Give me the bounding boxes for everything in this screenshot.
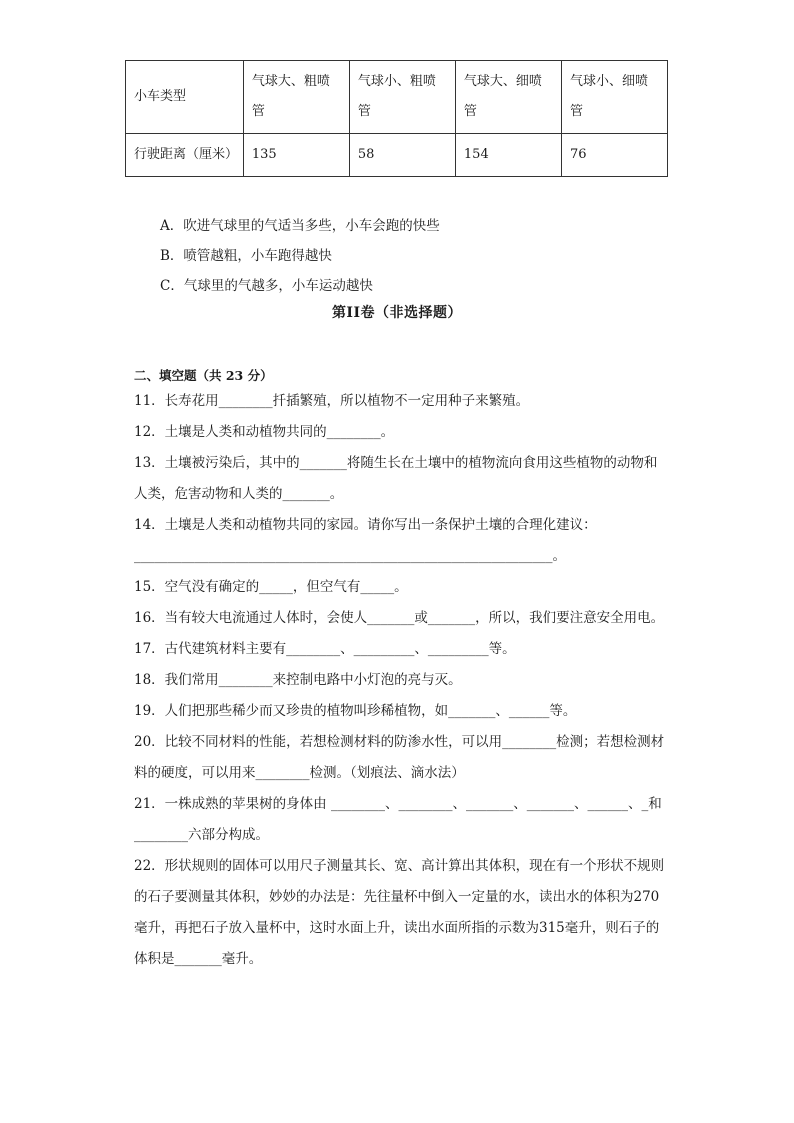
experiment-table (125, 60, 668, 177)
table-cell: 行驶距离（厘米） (126, 134, 244, 177)
answer-options (160, 213, 440, 303)
table-cell: 135 (243, 134, 349, 177)
table-row (126, 61, 668, 134)
table-cell: 58 (349, 134, 455, 177)
question-19: 19．人们把那些稀少而又珍贵的植物叫珍稀植物，如_______、______等。 (134, 703, 577, 719)
question-21: 21．一株成熟的苹果树的身体由 ________、________、_______、_______、______、_和________六部分构成。 (134, 796, 662, 843)
table-cell: 76 (561, 134, 667, 177)
question-17: 17．古代建筑材料主要有________、_________、_________等。 (134, 641, 516, 657)
question-13: 13．土壤被污染后，其中的_______将随生长在土壤中的植物流向食用这些植物的动物和人类，危害动物和人类的_______。 (134, 455, 658, 502)
table-cell: 小车类型 (126, 61, 244, 134)
option-c: C．气球里的气越多，小车运动越快 (160, 278, 373, 294)
section-title: 第II卷（非选择题） (331, 305, 463, 321)
question-18: 18．我们常用________来控制电路中小灯泡的亮与灭。 (134, 672, 462, 688)
option-b: B．喷管越粗，小车跑得越快 (160, 248, 332, 264)
section-heading: 二、填空题（共 23 分） (134, 368, 273, 383)
question-22: 22．形状规则的固体可以用尺子测量其长、宽、高计算出其体积，现在有一个形状不规则的石子要测量其体积，妙妙的办法是：先往量杯中倒入一定量的水，读出水的体积为270毫升，再把石子放入量杯中，这时水面上升，读出水面所指的示数为315毫升，则石子的体积是_______毫升。 (134, 858, 665, 967)
table-cell: 气球大、细喷管 (455, 61, 561, 134)
question-12: 12．土壤是人类和动植物共同的________。 (134, 424, 395, 440)
table-row (126, 134, 668, 177)
question-20: 20．比较不同材料的性能，若想检测材料的防渗水性，可以用________检测；若想检测材料的硬度，可以用来________检测。（划痕法、滴水法） (134, 734, 665, 781)
table-cell: 气球小、粗喷管 (349, 61, 455, 134)
question-14: 14．土壤是人类和动植物共同的家园。请你写出一条保护土壤的合理化建议：______________________________________________________________。 (134, 517, 597, 564)
question-15: 15．空气没有确定的_____，但空气有_____。 (134, 579, 408, 595)
table-cell: 154 (455, 134, 561, 177)
option-a: A．吹进气球里的气适当多些，小车会跑的快些 (160, 218, 440, 234)
question-16: 16．当有较大电流通过人体时，会使人_______或_______，所以，我们要注意安全用电。 (134, 610, 665, 626)
table-cell: 气球大、粗喷管 (243, 61, 349, 134)
question-list (134, 386, 666, 975)
table-cell: 气球小、细喷管 (561, 61, 667, 134)
question-11: 11．长寿花用________扦插繁殖，所以植物不一定用种子来繁殖。 (134, 393, 530, 409)
